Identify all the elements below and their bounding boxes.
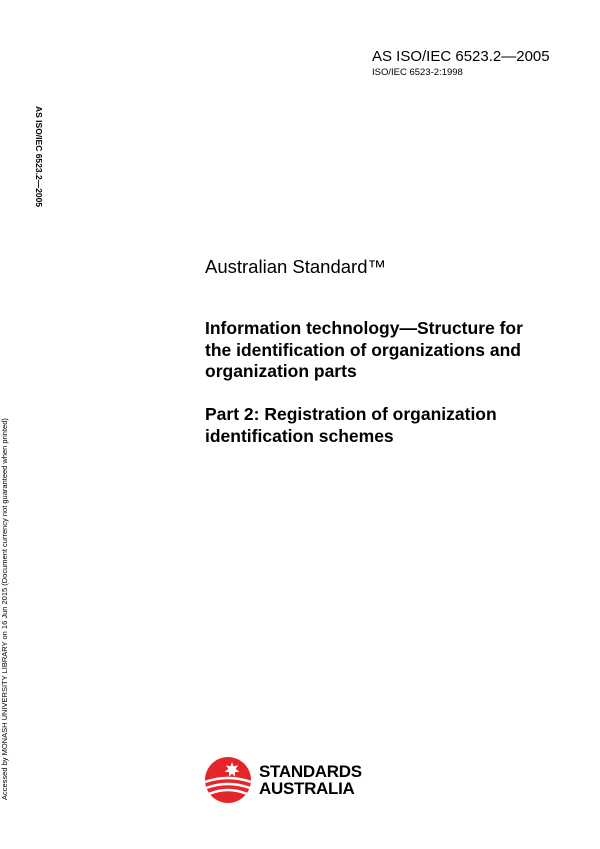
standards-australia-logo <box>204 756 362 804</box>
document-title <box>205 318 565 383</box>
document-subtitle <box>205 404 565 447</box>
standard-number: AS ISO/IEC 6523.2—2005 <box>372 48 550 65</box>
logo-wordmark <box>259 763 362 797</box>
title-line: Information technology—Structure for <box>205 318 523 338</box>
title-line: the identification of organizations and <box>205 339 521 360</box>
series-name: Australian Standard™ <box>205 256 386 277</box>
logo-line-standards: STANDARDS <box>259 762 362 781</box>
title-line: organization parts <box>205 361 357 381</box>
standards-australia-emblem-icon <box>204 756 252 804</box>
access-margin-note: Accessed by MONASH UNIVERSITY LIBRARY on 16 Jun 2015 (Document currency not guaranteed when printed) <box>0 418 9 800</box>
subtitle-line: identification schemes <box>205 425 394 446</box>
logo-line-australia: AUSTRALIA <box>259 779 355 798</box>
spine-label: AS ISO/IEC 6523.2—2005 <box>34 106 44 208</box>
iso-reference: ISO/IEC 6523-2:1998 <box>372 67 463 78</box>
subtitle-line: Part 2: Registration of organization <box>205 404 497 424</box>
